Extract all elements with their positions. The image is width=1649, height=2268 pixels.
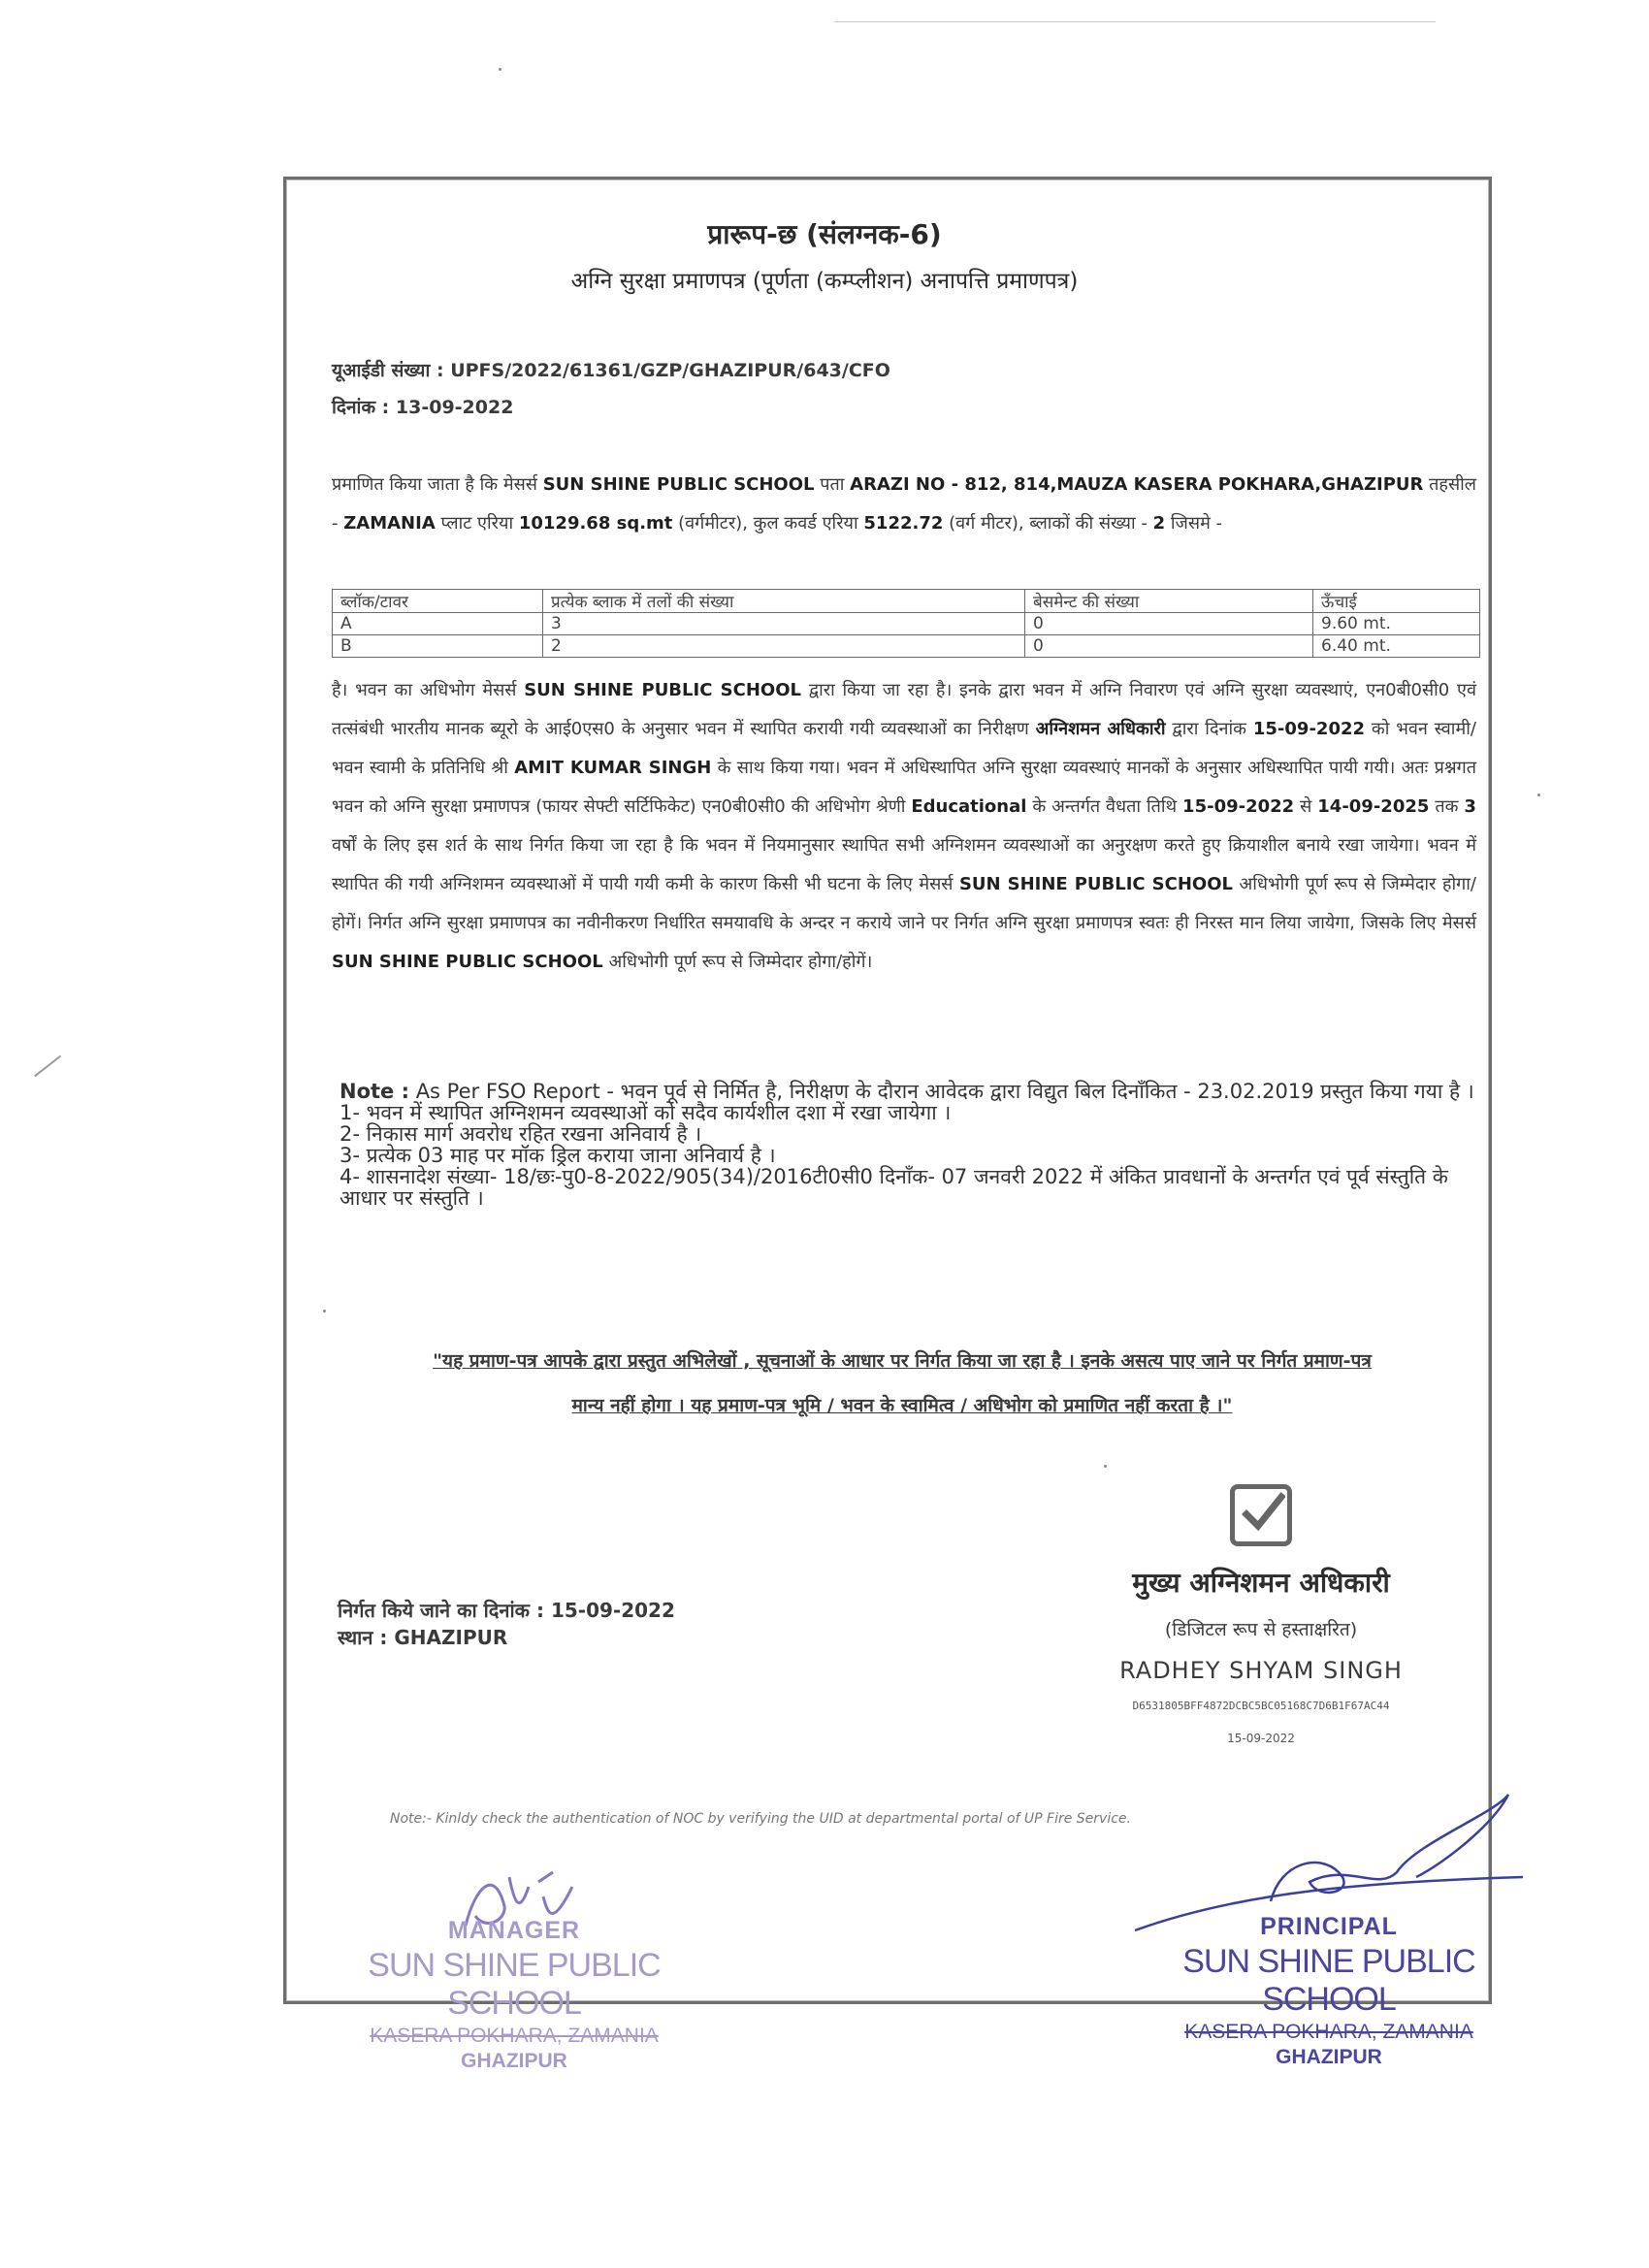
verification-note: Note:- Kinldy check the authentication of NOC by verifying the UID at departmental portal of UP Fire Service. (390, 1811, 1131, 1827)
signature-hash: D6531805BFF4872DCBC5BC05168C7D6B1F67AC44 (1132, 1700, 1390, 1712)
column-header: प्रत्येक ब्लाक में तलों की संख्या (543, 590, 1025, 613)
note-item: 4- शासनादेश संख्या- 18/छः-पु0-8-2022/905(34)/2016टी0सी0 दिनाँक- 07 जनवरी 2022 में अंकित प्रावधानों के अन्तर्गत एवं पूर्व संस्तुति के आधार पर संस्तुति । (340, 1165, 1448, 1210)
table-cell: 9.60 mt. (1313, 613, 1480, 635)
table-cell: 0 (1025, 635, 1313, 658)
certificate-subtitle: अग्नि सुरक्षा प्रमाणपत्र (पूर्णता (कम्प्लीशन) अनापत्ति प्रमाणपत्र) (570, 269, 1079, 294)
uid-number: यूआईडी संख्या : UPFS/2022/61361/GZP/GHAZIPUR/643/CFO (332, 360, 890, 381)
column-header: बेसमेन्ट की संख्या (1025, 590, 1313, 613)
plot-area: 10129.68 sq.mt (518, 513, 673, 534)
digital-signature-block (1057, 1484, 1465, 1745)
table-cell: 3 (543, 613, 1025, 635)
scan-artifact (834, 21, 1436, 22)
manager-stamp (330, 1917, 698, 2073)
table-row (333, 635, 1480, 658)
signatory-title: मुख्य अग्निशमन अधिकारी (1132, 1567, 1390, 1599)
signature-date: 15-09-2022 (1227, 1732, 1295, 1745)
stamp-place: KASERA POKHARA, ZAMANIA (370, 2025, 659, 2047)
stamp-district: GHAZIPUR (1276, 2046, 1382, 2068)
scan-artifact (34, 1055, 61, 1077)
stamp-role: PRINCIPAL (1260, 1913, 1398, 1940)
stamp-place: KASERA POKHARA, ZAMANIA (1184, 2021, 1473, 2043)
principal-stamp (1145, 1913, 1513, 2069)
column-header: ऊँचाई (1313, 590, 1480, 613)
scan-artifact (1104, 1465, 1107, 1468)
school-address: ARAZI NO - 812, 814,MAUZA KASERA POKHARA,GHAZIPUR (850, 474, 1424, 495)
digitally-signed-note: (डिजिटल रूप से हस्ताक्षरित) (1164, 1619, 1358, 1640)
block-count: 2 (1152, 513, 1166, 534)
blocks-table (332, 589, 1480, 658)
table-cell: B (333, 635, 543, 658)
table-header-row (333, 590, 1480, 613)
school-name: SUN SHINE PUBLIC SCHOOL (542, 474, 815, 495)
note-item: 2- निकास मार्ग अवरोध रहित रखना अनिवार्य है । (340, 1122, 702, 1146)
inspection-date: 15-09-2022 (1252, 719, 1366, 739)
issued-date: निर्गत किये जाने का दिनांक : 15-09-2022 (338, 1599, 675, 1622)
signatory-name: RADHEY SHYAM SINGH (1119, 1657, 1403, 1684)
note-section (340, 1081, 1484, 1209)
intro-paragraph: प्रमाणित किया जाता है कि मेसर्स SUN SHINE PUBLIC SCHOOL पता ARAZI NO - 812, 814,MAUZA KASERA POKHARA,GHAZIPUR तहसील - ZAMANIA प्लाट एरिया 10129.68 sq.mt (वर्गमीटर), कुल कवर्ड एरिया 5122.72 (वर्ग मीटर), ब्लाकों की संख्या - 2 जिसमे - (332, 474, 1477, 534)
stamp-district: GHAZIPUR (461, 2050, 567, 2072)
stamp-school: SUN SHINE PUBLIC SCHOOL (1182, 1943, 1475, 2018)
covered-area: 5122.72 (863, 513, 944, 534)
column-header: ब्लॉक/टावर (333, 590, 543, 613)
body-paragraph: है। भवन का अधिभोग मेसर्स SUN SHINE PUBLIC SCHOOL द्वारा किया जा रहा है। इनके द्वारा भवन में अग्नि निवारण एवं अग्नि सुरक्षा व्यवस्थाएं, एन0बी0सी0 एवं तत्संबंधी भारतीय मानक ब्यूरो के आई0एस0 के अनुसार भवन में स्थापित करायी गयी व्यवस्थाओं का निरीक्षण अग्निशमन अधिकारी द्वारा दिनांक 15-09-2022 को भवन स्वामी/भवन स्वामी के प्रतिनिधि श्री AMIT KUMAR SINGH के साथ किया गया। भवन में अधिस्थापित अग्नि सुरक्षा व्यवस्थाएं मानकों के अनुसार अधिस्थापित पायी गयी। अतः प्रश्नगत भवन को अग्नि सुरक्षा प्रमाणपत्र (फायर सेफ्टी सर्टिफिकेट) एन0बी0सी0 की अधिभोग श्रेणी Educational के अन्तर्गत वैधता तिथि 15-09-2022 से 14-09-2025 तक 3 वर्षों के लिए इस शर्त के साथ निर्गत किया जा रहा है कि भवन में नियमानुसार स्थापित सभी अग्निशमन व्यवस्थाओं का अनुरक्षण करते हुए क्रियाशील बनाये रखा जायेगा। भवन में स्थापित की गयी अग्निशमन व्यवस्थाओं में पायी गयी कमी के कारण किसी भी घटना के लिए मेसर्स SUN SHINE PUBLIC SCHOOL अधिभोगी पूर्ण रूप से जिम्मेदार होगा/होगें। निर्गत अग्नि सुरक्षा प्रमाणपत्र का नवीनीकरण निर्धारित समयावधि के अन्दर न कराये जाने पर निर्गत अग्नि सुरक्षा प्रमाणपत्र स्वतः ही निरस्त मान लिया जायेगा, जिसके लिए मेसर्स SUN SHINE PUBLIC SCHOOL अधिभोगी पूर्ण रूप से जिम्मेदार होगा/होगें। (332, 680, 1476, 972)
note-item: 1- भवन में स्थापित अग्निशमन व्यवस्थाओं को सदैव कार्यशील दशा में रखा जायेगा । (340, 1101, 952, 1124)
note-label: Note : (340, 1080, 409, 1103)
table-row (333, 613, 1480, 635)
table-cell: 0 (1025, 613, 1313, 635)
stamp-school: SUN SHINE PUBLIC SCHOOL (368, 1947, 661, 2022)
scan-artifact (1537, 794, 1540, 796)
owner-representative: AMIT KUMAR SINGH (514, 758, 712, 778)
issue-place: स्थान : GHAZIPUR (338, 1626, 508, 1649)
note-item: 3- प्रत्येक 03 माह पर मॉक ड्रिल कराया जाना अनिवार्य है । (340, 1144, 776, 1167)
tehsil: ZAMANIA (343, 513, 436, 534)
scan-artifact (499, 68, 501, 71)
validity-years: 3 (1464, 796, 1476, 817)
stamp-role: MANAGER (447, 1917, 581, 1944)
scan-artifact (323, 1310, 326, 1312)
table-cell: 2 (543, 635, 1025, 658)
table-cell: A (333, 613, 543, 635)
table-cell: 6.40 mt. (1313, 635, 1480, 658)
inspecting-officer: अग्निशमन अधिकारी (1035, 719, 1166, 739)
occupancy-category: Educational (911, 796, 1027, 817)
issue-date: दिनांक : 13-09-2022 (332, 397, 514, 418)
disclaimer: "यह प्रमाण-पत्र आपके द्वारा प्रस्तुत अभिलेखों , सूचनाओं के आधार पर निर्गत किया जा रहा है । इनके असत्य पाए जाने पर निर्गत प्रमाण-पत्र मान्य नहीं होगा । यह प्रमाण-पत्र भूमि / भवन के स्वामित्व / अधिभोग को प्रमाणित नहीं करता है ।" (433, 1350, 1372, 1416)
check-icon (1230, 1484, 1292, 1546)
form-title: प्रारूप-छ (संलग्नक-6) (707, 218, 942, 250)
note-text: As Per FSO Report - भवन पूर्व से निर्मित है, निरीक्षण के दौरान आवेदक द्वारा विद्युत बिल दिनाँकित - 23.02.2019 प्रस्तुत किया गया है । (415, 1080, 1474, 1103)
valid-from: 15-09-2022 (1182, 796, 1295, 817)
valid-to: 14-09-2025 (1317, 796, 1430, 817)
